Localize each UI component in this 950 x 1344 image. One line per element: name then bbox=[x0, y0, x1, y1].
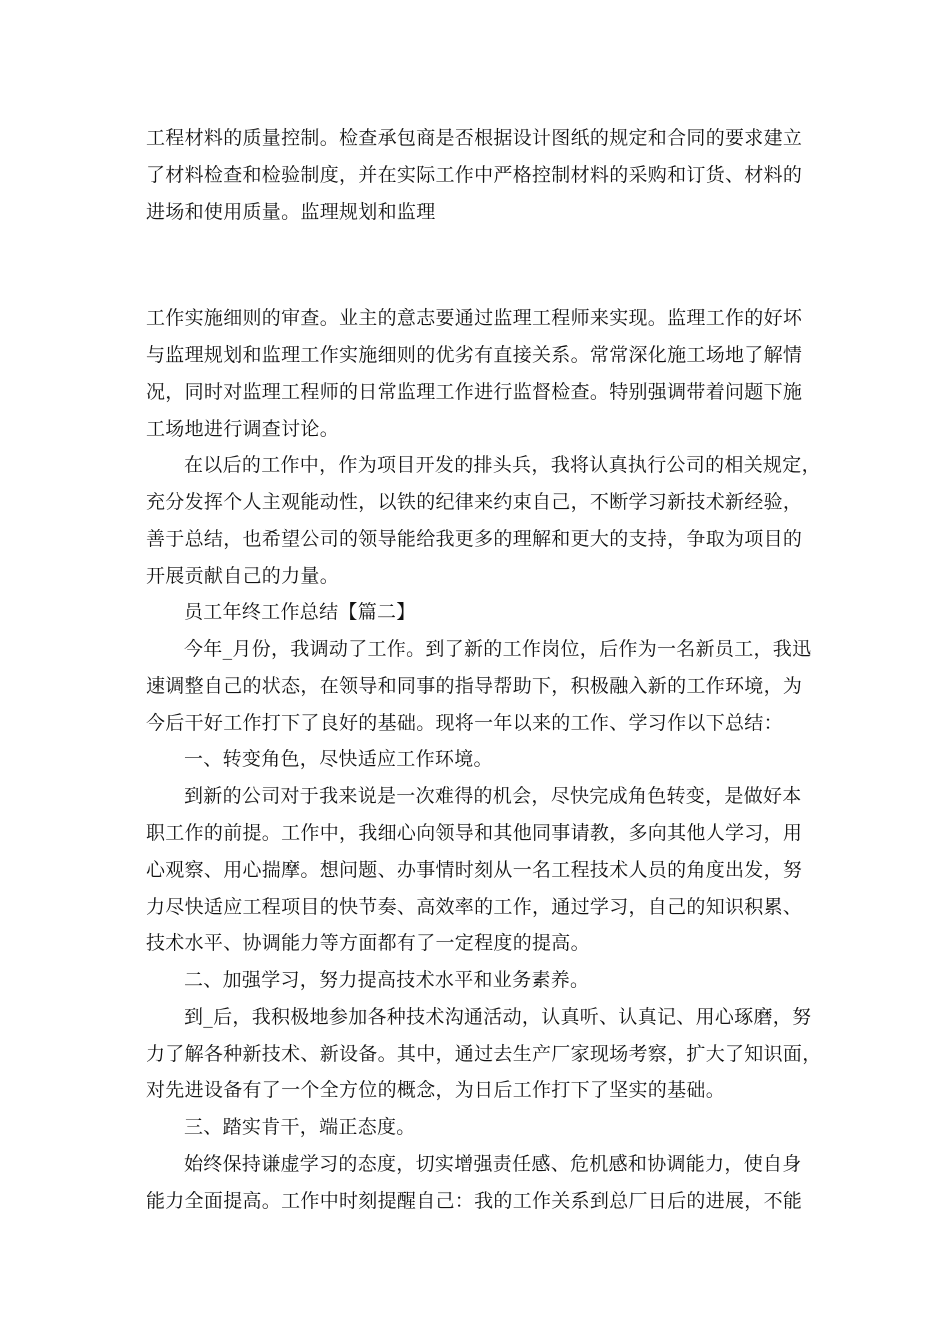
section-heading: 员工年终工作总结【篇二】 bbox=[184, 601, 416, 623]
text-line: 今后干好工作打下了良好的基础。现将一年以来的工作、学习作以下总结： bbox=[146, 712, 783, 734]
text-line: 力了解各种新技术、新设备。其中，通过去生产厂家现场考察，扩大了知识面， bbox=[146, 1043, 822, 1065]
text-line: 充分发挥个人主观能动性，以铁的纪律来约束自己，不断学习新技术新经验， bbox=[146, 491, 803, 513]
text-line: 工场地进行调查讨论。 bbox=[146, 418, 340, 440]
text-line: 与监理规划和监理工作实施细则的优劣有直接关系。常常深化施工场地了解情 bbox=[146, 344, 803, 366]
subheading: 二、加强学习，努力提高技术水平和业务素养。 bbox=[184, 969, 590, 991]
text-line: 今年_月份，我调动了工作。到了新的工作岗位，后作为一名新员工，我迅 bbox=[184, 638, 812, 660]
text-line: 职工作的前提。工作中，我细心向领导和其他同事请教，多向其他人学习，用 bbox=[146, 822, 803, 844]
text-line: 对先进设备有了一个全方位的概念，为日后工作打下了坚实的基础。 bbox=[146, 1079, 726, 1101]
text-line: 况，同时对监理工程师的日常监理工作进行监督检查。特别强调带着问题下施 bbox=[146, 381, 803, 403]
text-line: 开展贡献自己的力量。 bbox=[146, 565, 340, 587]
text-line: 到新的公司对于我来说是一次难得的机会，尽快完成角色转变，是做好本 bbox=[184, 785, 802, 807]
subheading: 三、踏实肯干，端正态度。 bbox=[184, 1116, 416, 1138]
subheading: 一、转变角色，尽快适应工作环境。 bbox=[184, 748, 493, 770]
text-line: 工程材料的质量控制。检查承包商是否根据设计图纸的规定和合同的要求建立 bbox=[146, 127, 803, 149]
text-line: 善于总结，也希望公司的领导能给我更多的理解和更大的支持，争取为项目的 bbox=[146, 528, 803, 550]
text-line: 能力全面提高。工作中时刻提醒自己：我的工作关系到总厂日后的进展，不能 bbox=[146, 1190, 803, 1212]
text-line: 工作实施细则的审查。业主的意志要通过监理工程师来实现。监理工作的好坏 bbox=[146, 307, 803, 329]
text-line: 在以后的工作中，作为项目开发的排头兵，我将认真执行公司的相关规定， bbox=[184, 454, 821, 476]
text-line: 技术水平、协调能力等方面都有了一定程度的提高。 bbox=[146, 932, 590, 954]
text-line: 速调整自己的状态，在领导和同事的指导帮助下，积极融入新的工作环境，为 bbox=[146, 675, 803, 697]
text-line: 到_后，我积极地参加各种技术沟通活动，认真听、认真记、用心琢磨，努 bbox=[184, 1006, 812, 1028]
text-line: 心观察、用心揣摩。想问题、办事情时刻从一名工程技术人员的角度出发，努 bbox=[146, 859, 803, 881]
text-line: 力尽快适应工程项目的快节奏、高效率的工作，通过学习，自己的知识积累、 bbox=[146, 896, 803, 918]
text-line: 始终保持谦虚学习的态度，切实增强责任感、危机感和协调能力，使自身 bbox=[184, 1153, 802, 1175]
text-line: 进场和使用质量。监理规划和监理 bbox=[146, 201, 436, 223]
text-line: 了材料检查和检验制度，并在实际工作中严格控制材料的采购和订货、材料的 bbox=[146, 164, 803, 186]
